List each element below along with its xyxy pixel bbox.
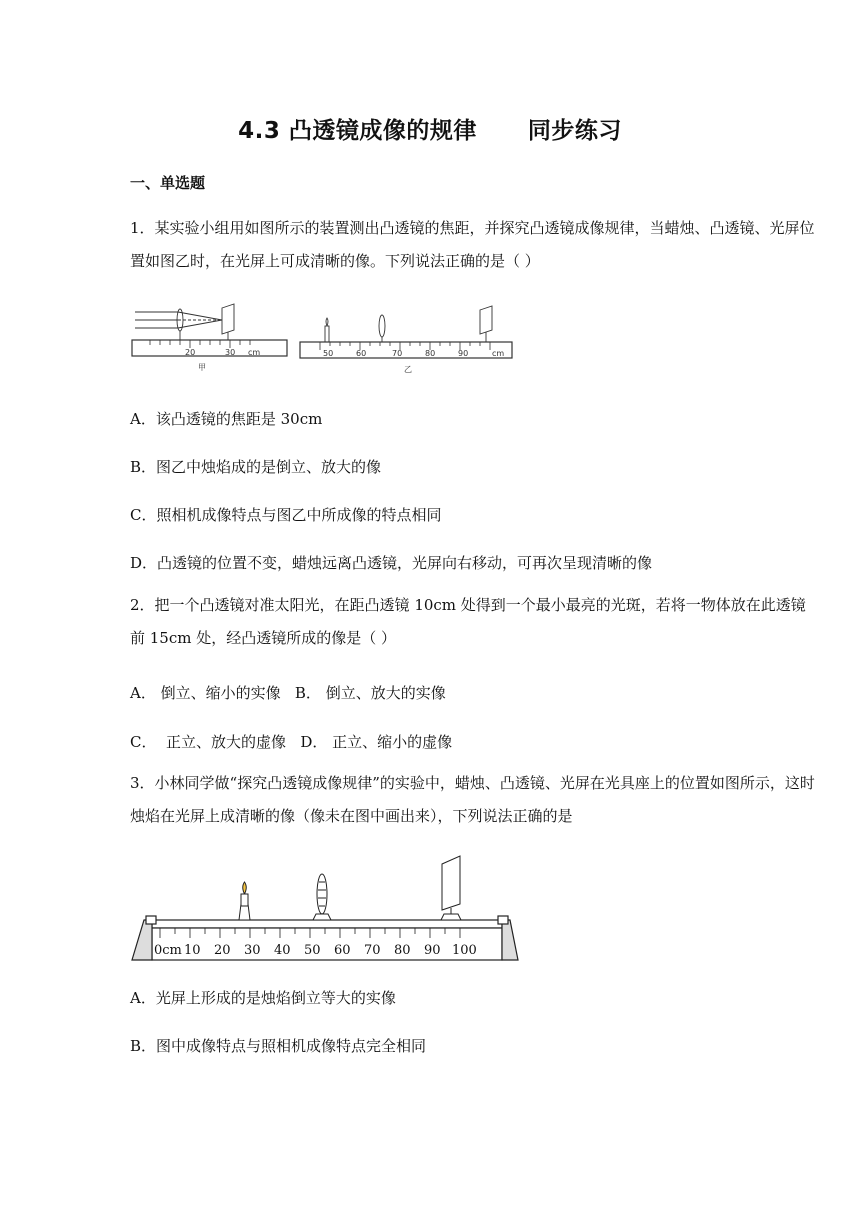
q2-options-row-1: A． 倒立、缩小的实像 B． 倒立、放大的实像 <box>130 684 446 702</box>
yi-tick-60: 60 <box>356 349 367 358</box>
section-heading: 一、单选题 <box>130 174 206 192</box>
jia-caption: 甲 <box>198 363 206 372</box>
ruler-label-10: 10 <box>184 943 201 958</box>
convex-lens <box>313 874 331 920</box>
question-1-stem: 1．某实验小组用如图所示的装置测出凸透镜的焦距，并探究凸透镜成像规律，当蜡烛、凸透镜、光屏位置如图乙时，在光屏上可成清晰的像。下列说法正确的是（ ） <box>130 219 815 270</box>
question-3-figure <box>130 854 520 964</box>
candle <box>239 882 250 920</box>
q3-option-b: B．图中成像特点与照相机成像特点完全相同 <box>130 1037 427 1055</box>
question-1-figure <box>130 298 530 378</box>
yi-caption: 乙 <box>404 365 412 374</box>
yi-tick-50: 50 <box>323 349 334 358</box>
ruler-label-20: 20 <box>214 943 231 958</box>
jia-tick-20: 20 <box>185 348 196 357</box>
yi-tick-70: 70 <box>392 349 403 358</box>
q3-option-a: A．光屏上形成的是烛焰倒立等大的实像 <box>130 989 396 1007</box>
ruler-label-90: 90 <box>424 943 441 958</box>
ruler-label-100: 100 <box>452 943 477 958</box>
ruler-label-40: 40 <box>274 943 291 958</box>
q1-option-a: A．该凸透镜的焦距是 30cm <box>130 410 323 428</box>
yi-tick-90: 90 <box>458 349 469 358</box>
question-2-stem: 2．把一个凸透镜对准太阳光，在距凸透镜 10cm 处得到一个最小最亮的光斑，若将一物体放在此透镜前 15cm 处，经凸透镜所成的像是（ ） <box>130 596 806 647</box>
ruler-label-70: 70 <box>364 943 381 958</box>
yi-tick-unit: cm <box>492 349 505 358</box>
light-screen <box>441 856 461 920</box>
ruler-label-0: 0cm <box>154 943 182 958</box>
ruler-label-50: 50 <box>304 943 321 958</box>
page-title: 4.3 凸透镜成像的规律 同步练习 <box>238 118 622 144</box>
ruler-label-30: 30 <box>244 943 261 958</box>
figure-yi <box>300 306 512 374</box>
q1-option-d: D．凸透镜的位置不变，蜡烛远离凸透镜，光屏向右移动，可再次呈现清晰的像 <box>130 554 653 572</box>
q2-options-row-2: C． 正立、放大的虚像 D． 正立、缩小的虚像 <box>130 733 453 751</box>
question-3-stem: 3．小林同学做“探究凸透镜成像规律”的实验中，蜡烛、凸透镜、光屏在光具座上的位置如图所示，这时烛焰在光屏上成清晰的像（像未在图中画出来），下列说法正确的是 <box>130 774 815 825</box>
figure-jia <box>132 304 287 372</box>
jia-tick-30: 30 <box>225 348 236 357</box>
ruler-label-80: 80 <box>394 943 411 958</box>
q1-option-b: B．图乙中烛焰成的是倒立、放大的像 <box>130 458 382 476</box>
jia-tick-unit: cm <box>248 348 261 357</box>
q1-option-c: C．照相机成像特点与图乙中所成像的特点相同 <box>130 506 442 524</box>
yi-tick-80: 80 <box>425 349 436 358</box>
ruler-label-60: 60 <box>334 943 351 958</box>
